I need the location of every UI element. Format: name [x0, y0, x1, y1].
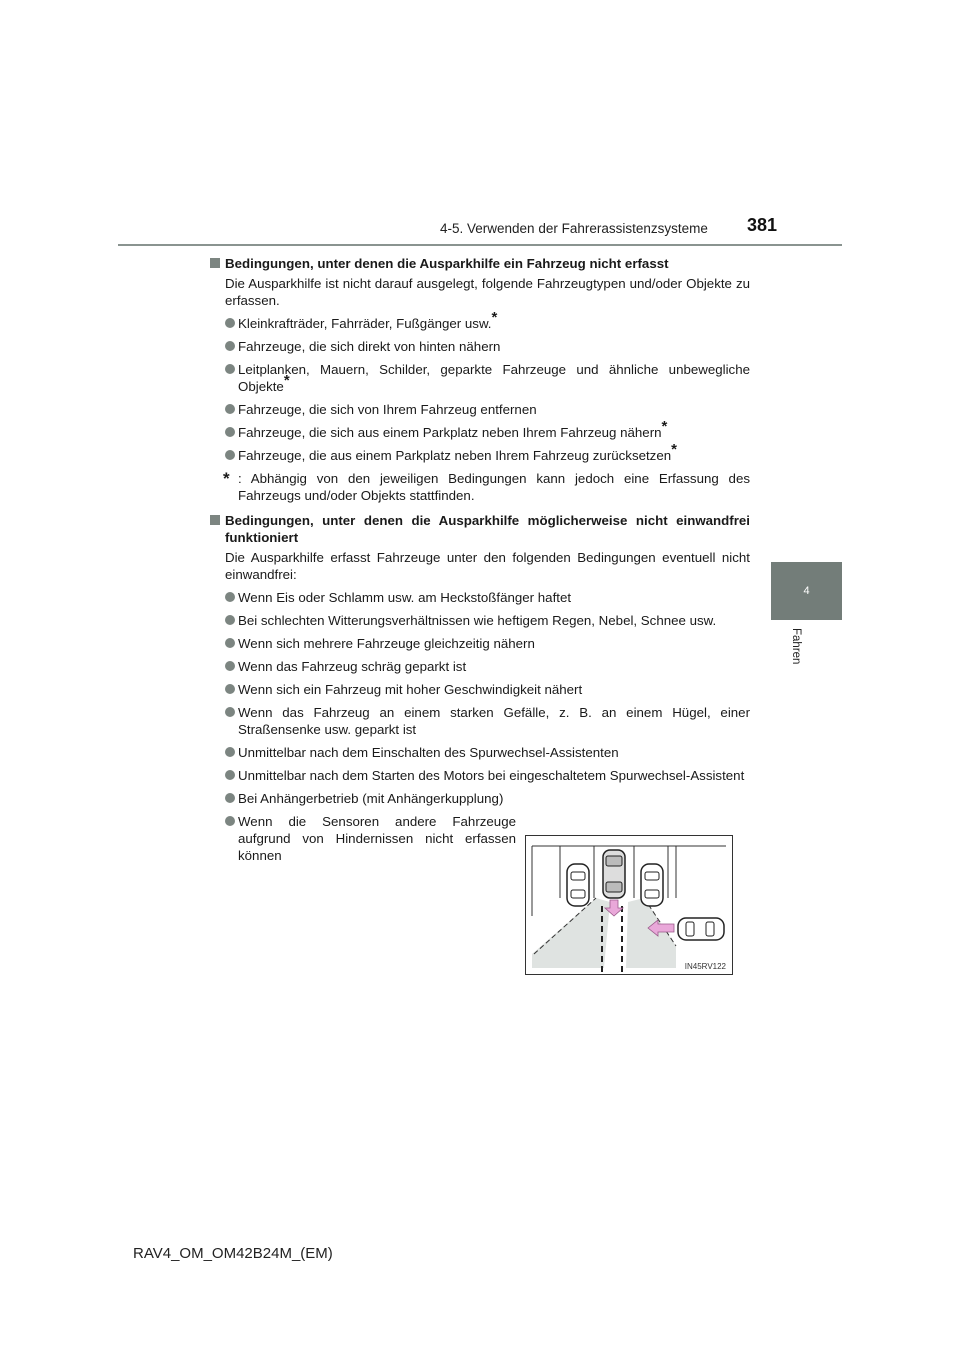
list-item: Bei Anhängerbetrieb (mit Anhängerkupplung): [210, 790, 750, 807]
bullet-dot-icon: [225, 793, 235, 803]
approaching-car: [678, 918, 724, 940]
footnote-mark: *: [661, 418, 668, 435]
list-item: Kleinkrafträder, Fahrräder, Fußgänger usw.*: [210, 315, 750, 332]
list-item: Unmittelbar nach dem Starten des Motors bei eingeschaltetem Spurwechsel-Assistent: [210, 767, 750, 784]
list-item: Wenn das Fahrzeug an einem starken Gefälle, z. B. an einem Hügel, einer Straßensenke usw. geparkt ist: [210, 704, 750, 738]
bullet-dot-icon: [225, 592, 235, 602]
square-bullet-icon: [210, 515, 220, 525]
bullet-dot-icon: [225, 364, 235, 374]
bullet-dot-icon: [225, 341, 235, 351]
bullet-dot-icon: [225, 747, 235, 757]
bullet-dot-icon: [225, 450, 235, 460]
parked-car-right: [641, 864, 663, 906]
bullet-dot-icon: [225, 638, 235, 648]
section-heading: Bedingungen, unter denen die Ausparkhilfe möglicherweise nicht einwandfrei funktioniert: [210, 512, 750, 546]
bullet-list: [210, 309, 750, 464]
footnote: * : Abhängig von den jeweiligen Bedingungen kann jedoch eine Erfassung des Fahrzeugs und/oder Objekts stattfinden.: [223, 469, 750, 503]
bullet-list: [210, 589, 750, 864]
list-item: Unmittelbar nach dem Einschalten des Spurwechsel-Assistenten: [210, 744, 750, 761]
list-item: Wenn das Fahrzeug schräg geparkt ist: [210, 658, 750, 675]
page-number: 381: [747, 215, 778, 235]
bullet-dot-icon: [225, 318, 235, 328]
main-content: [210, 255, 750, 870]
bullet-dot-icon: [225, 661, 235, 671]
bullet-dot-icon: [225, 615, 235, 625]
bullet-dot-icon: [225, 684, 235, 694]
list-item: Bei schlechten Witterungsverhältnissen wie heftigem Regen, Nebel, Schnee usw.: [210, 612, 750, 629]
bullet-dot-icon: [225, 770, 235, 780]
section-heading: Bedingungen, unter denen die Ausparkhilfe ein Fahrzeug nicht erfasst: [210, 255, 750, 272]
list-item: Fahrzeuge, die aus einem Parkplatz neben Ihrem Fahrzeug zurücksetzen*: [210, 447, 750, 464]
parking-diagram: [526, 836, 732, 974]
own-car: [603, 850, 625, 898]
left-detection-area: [532, 898, 610, 968]
list-item: Leitplanken, Mauern, Schilder, geparkte Fahrzeuge und ähnliche unbewegliche Objekte*: [210, 361, 750, 395]
list-item: Wenn sich mehrere Fahrzeuge gleichzeitig nähern: [210, 635, 750, 652]
chapter-tab: 4: [771, 562, 842, 620]
section-intro: Die Ausparkhilfe erfasst Fahrzeuge unter den folgenden Bedingungen eventuell nicht einwandfrei:: [225, 550, 750, 582]
footnote-mark: *: [283, 372, 290, 389]
footnote-mark: *: [671, 441, 677, 458]
header-divider: [118, 244, 842, 246]
footnote-star: *: [223, 469, 230, 488]
list-item: Wenn Eis oder Schlamm usw. am Heckstoßfänger haftet: [210, 589, 750, 606]
section-intro: Die Ausparkhilfe ist nicht darauf ausgelegt, folgende Fahrzeugtypen und/oder Objekte zu erfassen.: [225, 276, 750, 308]
bullet-dot-icon: [225, 816, 235, 826]
square-bullet-icon: [210, 258, 220, 268]
list-item: Wenn sich ein Fahrzeug mit hoher Geschwindigkeit nähert: [210, 681, 750, 698]
header-section-title: 4-5. Verwenden der Fahrerassistenzsysteme: [440, 221, 708, 236]
bullet-dot-icon: [225, 707, 235, 717]
footnote-mark: *: [491, 309, 498, 326]
parked-car-left: [567, 864, 589, 906]
footer-model-code: RAV4_OM_OM42B24M_(EM): [133, 1245, 333, 1262]
figure-code: IN45RV122: [684, 962, 726, 971]
list-item: Wenn die Sensoren andere Fahrzeuge aufgrund von Hindernissen nicht erfassen können: [210, 813, 516, 864]
list-item: Fahrzeuge, die sich von Ihrem Fahrzeug entfernen: [210, 401, 750, 418]
bullet-dot-icon: [225, 404, 235, 414]
bullet-dot-icon: [225, 427, 235, 437]
chapter-label: Fahren: [790, 628, 802, 665]
list-item: Fahrzeuge, die sich direkt von hinten nähern: [210, 338, 750, 355]
parking-illustration: [525, 835, 733, 975]
list-item: Fahrzeuge, die sich aus einem Parkplatz neben Ihrem Fahrzeug nähern*: [210, 424, 750, 441]
